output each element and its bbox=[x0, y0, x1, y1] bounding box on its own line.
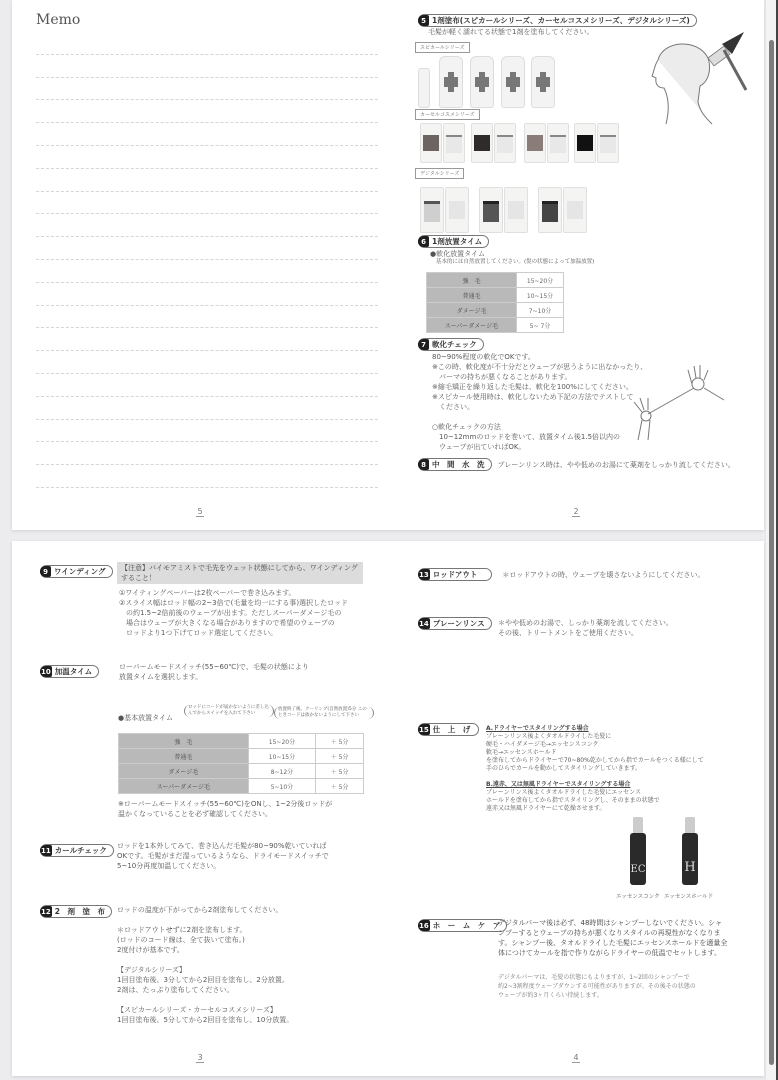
text-line: 【デジタルシリーズ】 bbox=[117, 966, 187, 974]
memo-line bbox=[36, 283, 378, 306]
step-13-header: 13 ロッドアウト ＊ロッドアウトの時、ウェーブを壊さないようにしてください。 bbox=[419, 570, 705, 579]
paren-note-1: ロッドにコードが届かないように差し込んでからスイッチを入れて下さい bbox=[184, 705, 274, 717]
step-13-text: ＊ロッドアウトの時、ウェーブを壊さないようにしてください。 bbox=[502, 570, 705, 579]
step-number-badge: 14 bbox=[419, 619, 429, 628]
text-line: ください。 bbox=[432, 403, 474, 411]
step-number-badge: 6 bbox=[418, 236, 429, 247]
table-cell-hair: スーパーダメージ毛 bbox=[427, 318, 517, 333]
step-9-caution-note: 【注意】バイモアミストで毛先をウェット状態にしてから、ワインディングすること！ bbox=[117, 562, 363, 584]
text-line: パーマの持ちが悪くなることがあります。 bbox=[432, 373, 572, 381]
memo-line bbox=[36, 306, 378, 329]
table-cell-time: 10~15分 bbox=[248, 749, 316, 764]
spread-pages-5-2 bbox=[12, 0, 764, 530]
text-line: 硬毛・ハイダメージ毛→エッセンスコンク bbox=[486, 741, 599, 748]
memo-lines bbox=[36, 32, 378, 488]
memo-line bbox=[36, 237, 378, 260]
text-line: 【スピカールシリーズ・カーセルコスメシリーズ】 bbox=[117, 1006, 277, 1014]
text-line: 2度付けが基本です。 bbox=[117, 946, 184, 954]
text-line: (ロッドのコード線は、全て抜いて塗布。) bbox=[117, 936, 245, 944]
memo-line bbox=[36, 169, 378, 192]
step-15-section-a: A.ドライヤーでスタイリングする場合 プレーンリンス後よくタオルドライした毛髪に 硬毛・ハイダメージ毛→エッセンスコンク 軟毛→エッセンスホールド を塗布してからドライヤーで70~80%乾かしてから指でカールをつくる様にして 手のひらでカールを動かしてスタイリングしていきます。 bbox=[486, 725, 756, 773]
text-line: ○軟化チェックの方法 bbox=[432, 423, 501, 431]
applicator-head-illustration-icon bbox=[628, 30, 748, 130]
series-label-digital: デジタルシリーズ bbox=[415, 168, 464, 179]
table-cell-time: 5~10分 bbox=[248, 779, 316, 794]
scrollbar-thumb[interactable] bbox=[769, 40, 774, 1065]
step-6-subtitle: ●軟化放置タイム bbox=[430, 250, 485, 258]
table-cell-extra: ＋ 5分 bbox=[316, 764, 364, 779]
step-12-text bbox=[117, 905, 377, 1025]
table-cell-hair: ダメージ毛 bbox=[427, 303, 517, 318]
text-line: プレーンリンス後よくタオルドライした毛髪にエッセンス bbox=[486, 789, 641, 796]
step-number-badge: 7 bbox=[418, 339, 429, 350]
page-2 bbox=[388, 0, 764, 530]
memo-line bbox=[36, 32, 378, 55]
spread-pages-3-4 bbox=[12, 541, 764, 1076]
step-number-badge: 15 bbox=[419, 725, 429, 734]
text-line: ローパームモードスイッチ(55~60℃)で、毛髪の状態により bbox=[119, 663, 309, 671]
text-line: 1回目塗布後、3分してから2回目を塗布し、2分放置。 bbox=[117, 976, 289, 984]
vertical-scrollbar[interactable] bbox=[765, 0, 778, 1080]
table-cell-hair: 普通毛 bbox=[427, 288, 517, 303]
basic-time-subtitle: ●基本放置タイム bbox=[118, 714, 173, 722]
step-14-header: 14 プレーンリンス bbox=[418, 617, 492, 630]
table-row bbox=[427, 318, 564, 333]
text-line: ロッドを1本外してみて、巻き込んだ毛髪が80~90%乾いていれば bbox=[117, 842, 327, 850]
step-5-text: 毛髪が軽く濡れてる状態で1剤を塗布してください。 bbox=[428, 28, 594, 36]
table-cell-time: 5~ 7分 bbox=[517, 318, 564, 333]
text-line: ※ローパームモードスイッチ(55~60℃)をONし、1~2分後ロッドが bbox=[118, 800, 333, 808]
text-line bbox=[117, 955, 377, 965]
text-line: 5~10分再度加温してください。 bbox=[117, 862, 221, 870]
product-name-conc: エッセンスコンク bbox=[616, 894, 660, 900]
memo-line bbox=[36, 123, 378, 146]
text-line: 2剤は、たっぷり塗布してください。 bbox=[117, 986, 234, 994]
text-line: ※スピカール使用時は、軟化しないため下記の方法でテストして bbox=[432, 393, 634, 401]
text-line bbox=[117, 915, 377, 925]
essence-conc-bottle: EC bbox=[630, 833, 646, 885]
memo-line bbox=[36, 420, 378, 443]
table-cell-extra: ＋ 5分 bbox=[316, 779, 364, 794]
memo-line bbox=[36, 397, 378, 420]
text-line: 手のひらでカールを動かしてスタイリングしていきます。 bbox=[486, 765, 642, 772]
step-8-text: プレーンリンス時は、やや低めのお湯にて薬剤をしっかり流してください。 bbox=[497, 460, 735, 469]
step-8-header: 8 中 間 水 洗 プレーンリンス時は、やや低めのお湯にて薬剤をしっかり流してください。 bbox=[418, 458, 735, 471]
step-16-header: 16 ホ ー ム ケ ア bbox=[418, 919, 507, 932]
step-10-footnote bbox=[118, 799, 378, 819]
text-line: の約1.5~2倍前後のウェーブが出ます。ただしスーパーダメージ毛の bbox=[119, 609, 342, 617]
text-line: ＊ロッドアウトせずに2剤を塗布します。 bbox=[117, 926, 247, 934]
text-line: ンプーするとウェーブの持ちが悪くなりスタイルの再現性がなくなりま bbox=[498, 929, 721, 937]
page-3 bbox=[12, 541, 388, 1076]
step-7-header: 7 軟化チェック bbox=[418, 338, 484, 351]
text-line: ＊やや低めのお湯で、しっかり薬剤を流してください。 bbox=[498, 619, 673, 627]
table-cell-hair: 強 毛 bbox=[119, 734, 249, 749]
text-line: す。シャンプー後、タオルドライした毛髪にエッセンスホールドを適量全 bbox=[498, 939, 728, 947]
memo-line bbox=[36, 351, 378, 374]
text-line: 1回目塗布後、5分してから2回目を塗布し、10分放置。 bbox=[117, 1016, 294, 1024]
text-line: ホールドを塗布してから指でスタイリングし、そのままの状態で bbox=[486, 797, 660, 804]
step-9-header: 9 ワインディング bbox=[40, 565, 113, 578]
step-5-pill: 5 1剤塗布(スピカールシリーズ、カーセルコスメシリーズ、デジタルシリーズ) bbox=[418, 14, 697, 27]
table-cell-extra: ＋ 5分 bbox=[316, 749, 364, 764]
step-number-badge: 8 bbox=[418, 459, 429, 470]
step-9-text bbox=[119, 588, 369, 638]
step-14-text bbox=[498, 618, 748, 638]
text-line: 軟毛→エッセンスホールド bbox=[486, 749, 557, 756]
memo-page bbox=[12, 0, 388, 530]
text-line: プレーンリンス後よくタオルドライした毛髪に bbox=[486, 733, 612, 740]
step-number-badge: 5 bbox=[418, 15, 429, 26]
memo-line bbox=[36, 374, 378, 397]
table-cell-time: 15~20分 bbox=[517, 273, 564, 288]
page-number: 3 bbox=[197, 1053, 203, 1062]
table-cell-hair: 強 毛 bbox=[427, 273, 517, 288]
memo-line bbox=[36, 55, 378, 78]
memo-line bbox=[36, 100, 378, 123]
step-number-badge: 11 bbox=[41, 846, 51, 855]
product-name-hold: エッセンスホールド bbox=[664, 894, 714, 900]
step-15-header: 15 仕 上 げ bbox=[418, 723, 479, 736]
text-line: 遠赤又は無風ドライヤーにて乾燥させます。 bbox=[486, 805, 606, 812]
heating-time-table bbox=[118, 733, 364, 794]
page-number: 2 bbox=[573, 507, 579, 516]
step-11-header: 11 カールチェック bbox=[40, 844, 114, 857]
memo-line bbox=[36, 328, 378, 351]
table-row bbox=[119, 779, 364, 794]
hand-ok-gesture-illustration-icon bbox=[628, 362, 728, 442]
table-cell-hair: 普通毛 bbox=[119, 749, 249, 764]
text-line: ウェーブが約3ヶ月くらい持続します。 bbox=[498, 992, 603, 999]
text-line: 10~12mmのロッドを巻いて、放置タイム後1.5倍以内の bbox=[432, 433, 621, 441]
step-number-badge: 9 bbox=[40, 566, 51, 577]
soften-time-table bbox=[426, 272, 564, 333]
text-line: ※縮毛矯正を繰り返した毛髪は、軟化を100%にしてください。 bbox=[432, 383, 633, 391]
step-5-header bbox=[418, 14, 697, 27]
page-number: 5 bbox=[197, 507, 203, 516]
step-number-badge: 13 bbox=[419, 570, 429, 579]
text-line bbox=[117, 995, 377, 1005]
essence-hold-bottle: H bbox=[682, 833, 698, 885]
text-line: ①ワイティングペーパーは2枚ペーパーで巻き込みます。 bbox=[119, 589, 296, 597]
memo-line bbox=[36, 260, 378, 283]
table-cell-hair: ダメージ毛 bbox=[119, 764, 249, 779]
text-line: を塗布してからドライヤーで70~80%乾かしてから指でカールをつくる様にして bbox=[486, 757, 704, 764]
table-cell-time: 10~15分 bbox=[517, 288, 564, 303]
table-row bbox=[427, 273, 564, 288]
table-row bbox=[427, 288, 564, 303]
table-cell-time: 8~12分 bbox=[248, 764, 316, 779]
text-line: 放置タイムを選択します。 bbox=[119, 673, 203, 681]
memo-title: Memo bbox=[36, 12, 81, 28]
text-line: 80~90%程度の軟化でOKです。 bbox=[432, 353, 535, 361]
text-line: ウェーブが出ていればOK。 bbox=[432, 443, 526, 451]
table-row bbox=[119, 734, 364, 749]
table-cell-time: 15~20分 bbox=[248, 734, 316, 749]
memo-line bbox=[36, 78, 378, 101]
table-cell-time: 7~10分 bbox=[517, 303, 564, 318]
text-line: ロッドより1つ下げてロッド選定してください。 bbox=[119, 629, 278, 637]
page-4 bbox=[388, 541, 764, 1076]
text-line: OKです。毛髪がまだ湿っているようなら、ドライモードスイッチで bbox=[117, 852, 329, 860]
series-label-carsel: カーセルコスメシリーズ bbox=[415, 109, 480, 120]
memo-line bbox=[36, 192, 378, 215]
text-line: 温かくなっていることを必ず確認してください。 bbox=[118, 810, 272, 818]
text-line: デジタルパーマ後は必ず、48時間はシャンプーしないでください。シャ bbox=[498, 919, 722, 927]
text-line: 場合はウェーブが大きくなる場合がありますので希望のウェーブの bbox=[119, 619, 335, 627]
text-line: ※この時、軟化度が不十分だとウェーブが思うように出なかったり、 bbox=[432, 363, 648, 371]
series-label-spical: スピカールシリーズ bbox=[415, 42, 470, 53]
text-line: デジタルパーマは、毛髪の状態にもよりますが、1~2回のシャンプーで bbox=[498, 974, 690, 981]
step-11-text bbox=[117, 841, 377, 871]
memo-line bbox=[36, 465, 378, 488]
table-row bbox=[427, 303, 564, 318]
text-line: 約2~3割程度ウェーブダウンする可能性がありますが、その後その状態の bbox=[498, 983, 696, 990]
table-cell-extra: ＋ 5分 bbox=[316, 734, 364, 749]
memo-line bbox=[36, 214, 378, 237]
table-row bbox=[119, 764, 364, 779]
step-6-note: 基本的には自然放置してください。(髪の状態によって加温放置) bbox=[436, 259, 595, 265]
step-15-section-b: B.遠赤、又は無風ドライヤーでスタイリングする場合 プレーンリンス後よくタオルドライした毛髪にエッセンス ホールドを塗布してから指でスタイリングし、そのままの状態で 遠赤又は無風ドライヤーにて乾燥させます。 bbox=[486, 781, 756, 813]
text-line: 体につけてカールを指で作りながらドライヤーの低温でセットします。 bbox=[498, 949, 721, 957]
step-number-badge: 10 bbox=[41, 667, 51, 676]
text-line: ロッドの温度が下がってから2剤塗布してください。 bbox=[117, 906, 283, 914]
step-number-badge: 16 bbox=[419, 921, 429, 930]
memo-line bbox=[36, 146, 378, 169]
table-row bbox=[119, 749, 364, 764]
step-16-text bbox=[498, 918, 753, 958]
text-line: ②スライス幅はロッド幅の2~3倍で(毛量を均一にする事)選択したロッド bbox=[119, 599, 348, 607]
text-line: その後、トリートメントをご使用ください。 bbox=[498, 629, 638, 637]
step-number-badge: 12 bbox=[41, 907, 51, 916]
paren-note-2: 放置終了後、クーリング(自然放置)5分 このときコードは抜かないようにして下さい bbox=[274, 707, 374, 719]
step-6-header: 6 1剤放置タイム bbox=[418, 235, 489, 248]
step-10-header: 10 加温タイム bbox=[40, 665, 99, 678]
step-16-note bbox=[498, 973, 753, 1000]
page-number: 4 bbox=[573, 1053, 579, 1062]
table-cell-hair: スーパーダメージ毛 bbox=[119, 779, 249, 794]
step-12-header: 12 2 剤 塗 布 bbox=[40, 905, 112, 918]
step-10-text bbox=[119, 662, 369, 682]
memo-line bbox=[36, 442, 378, 465]
